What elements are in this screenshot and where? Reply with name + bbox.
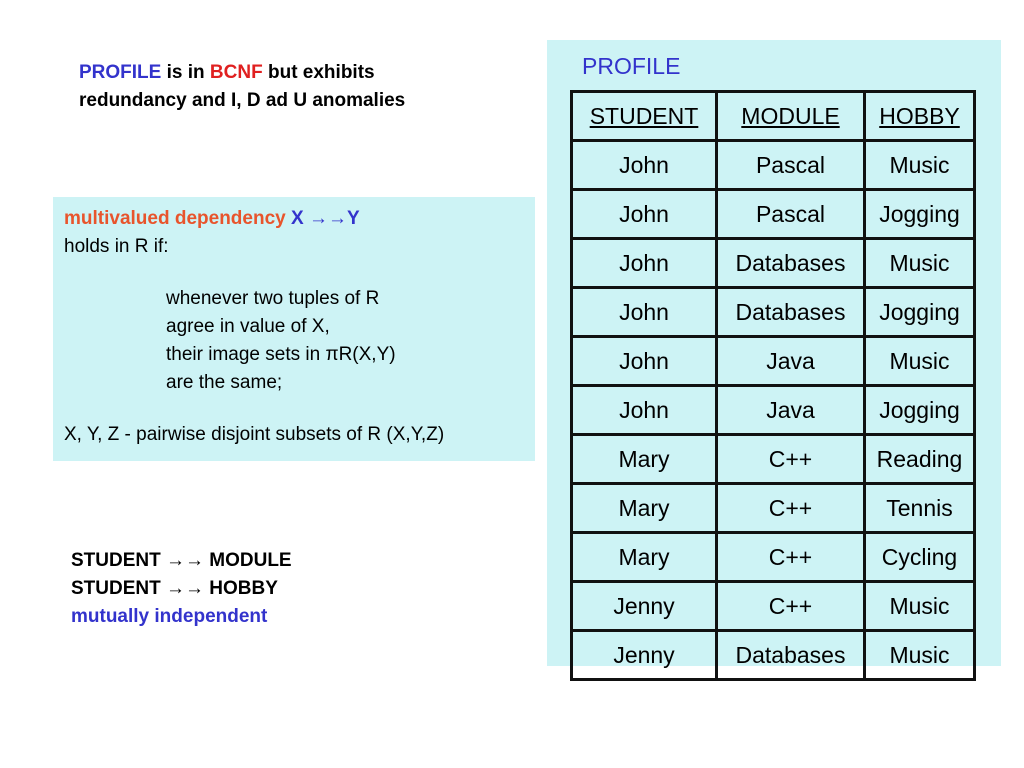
table-row	[572, 435, 975, 484]
heading-line-1	[79, 59, 519, 87]
cell-student: John	[572, 190, 717, 239]
profile-table	[570, 90, 976, 681]
table-row	[572, 239, 975, 288]
independence-line-1: STUDENT →→ MODULE	[71, 550, 292, 571]
heading-line-2: redundancy and I, D ad U anomalies	[79, 90, 406, 111]
table-row	[572, 288, 975, 337]
cell-hobby: Jogging	[865, 190, 975, 239]
cell-student: John	[572, 141, 717, 190]
mvd-cond-2: agree in value of X,	[166, 316, 330, 337]
cell-student: John	[572, 239, 717, 288]
table-row	[572, 582, 975, 631]
independence-line-2: STUDENT →→ HOBBY	[71, 578, 278, 599]
cell-hobby: Music	[865, 582, 975, 631]
cell-hobby: Reading	[865, 435, 975, 484]
heading-is-in: is in	[161, 62, 210, 83]
cell-student: Jenny	[572, 582, 717, 631]
table-row	[572, 533, 975, 582]
cell-module: Databases	[717, 288, 865, 337]
cell-student: Mary	[572, 484, 717, 533]
profile-table-panel	[547, 40, 1001, 666]
independence-line-3: mutually independent	[71, 606, 268, 627]
table-title: PROFILE	[582, 53, 681, 79]
cell-module: Java	[717, 386, 865, 435]
cell-student: John	[572, 337, 717, 386]
cell-module: C++	[717, 484, 865, 533]
mvd-note: X, Y, Z - pairwise disjoint subsets of R (X,Y,Z)	[64, 424, 445, 445]
cell-module: Pascal	[717, 141, 865, 190]
heading-bcnf: BCNF	[209, 62, 263, 83]
table-row	[572, 631, 975, 680]
cell-module: Databases	[717, 631, 865, 680]
cell-student: Mary	[572, 435, 717, 484]
mvd-definition-box	[53, 197, 535, 461]
mvd-cond-4: are the same;	[166, 372, 283, 393]
cell-student: Jenny	[572, 631, 717, 680]
cell-module: Java	[717, 337, 865, 386]
cell-hobby: Tennis	[865, 484, 975, 533]
table-row	[572, 141, 975, 190]
header-student: STUDENT	[572, 92, 717, 141]
mvd-title	[64, 205, 535, 233]
cell-hobby: Music	[865, 239, 975, 288]
mvd-term: multivalued dependency	[64, 208, 286, 229]
cell-student: Mary	[572, 533, 717, 582]
cell-student: John	[572, 288, 717, 337]
table-row	[572, 484, 975, 533]
table-row	[572, 190, 975, 239]
cell-student: John	[572, 386, 717, 435]
heading-rest: but exhibits	[262, 62, 375, 83]
cell-hobby: Music	[865, 141, 975, 190]
cell-hobby: Music	[865, 337, 975, 386]
mvd-cond-3: their image sets in πR(X,Y)	[166, 344, 396, 365]
header-hobby: HOBBY	[865, 92, 975, 141]
cell-hobby: Cycling	[865, 533, 975, 582]
cell-module: C++	[717, 533, 865, 582]
mvd-cond-1: whenever two tuples of R	[166, 288, 380, 309]
cell-module: C++	[717, 435, 865, 484]
slide-heading	[79, 59, 519, 115]
cell-module: C++	[717, 582, 865, 631]
cell-module: Databases	[717, 239, 865, 288]
table-row	[572, 386, 975, 435]
table-row	[572, 337, 975, 386]
cell-hobby: Jogging	[865, 288, 975, 337]
cell-hobby: Jogging	[865, 386, 975, 435]
cell-hobby: Music	[865, 631, 975, 680]
mvd-formula: X →→Y	[285, 208, 360, 229]
table-header-row	[572, 92, 975, 141]
mvd-holds: holds in R if:	[64, 236, 169, 257]
heading-profile: PROFILE	[79, 62, 162, 83]
header-module: MODULE	[717, 92, 865, 141]
cell-module: Pascal	[717, 190, 865, 239]
independence-block	[71, 547, 411, 631]
